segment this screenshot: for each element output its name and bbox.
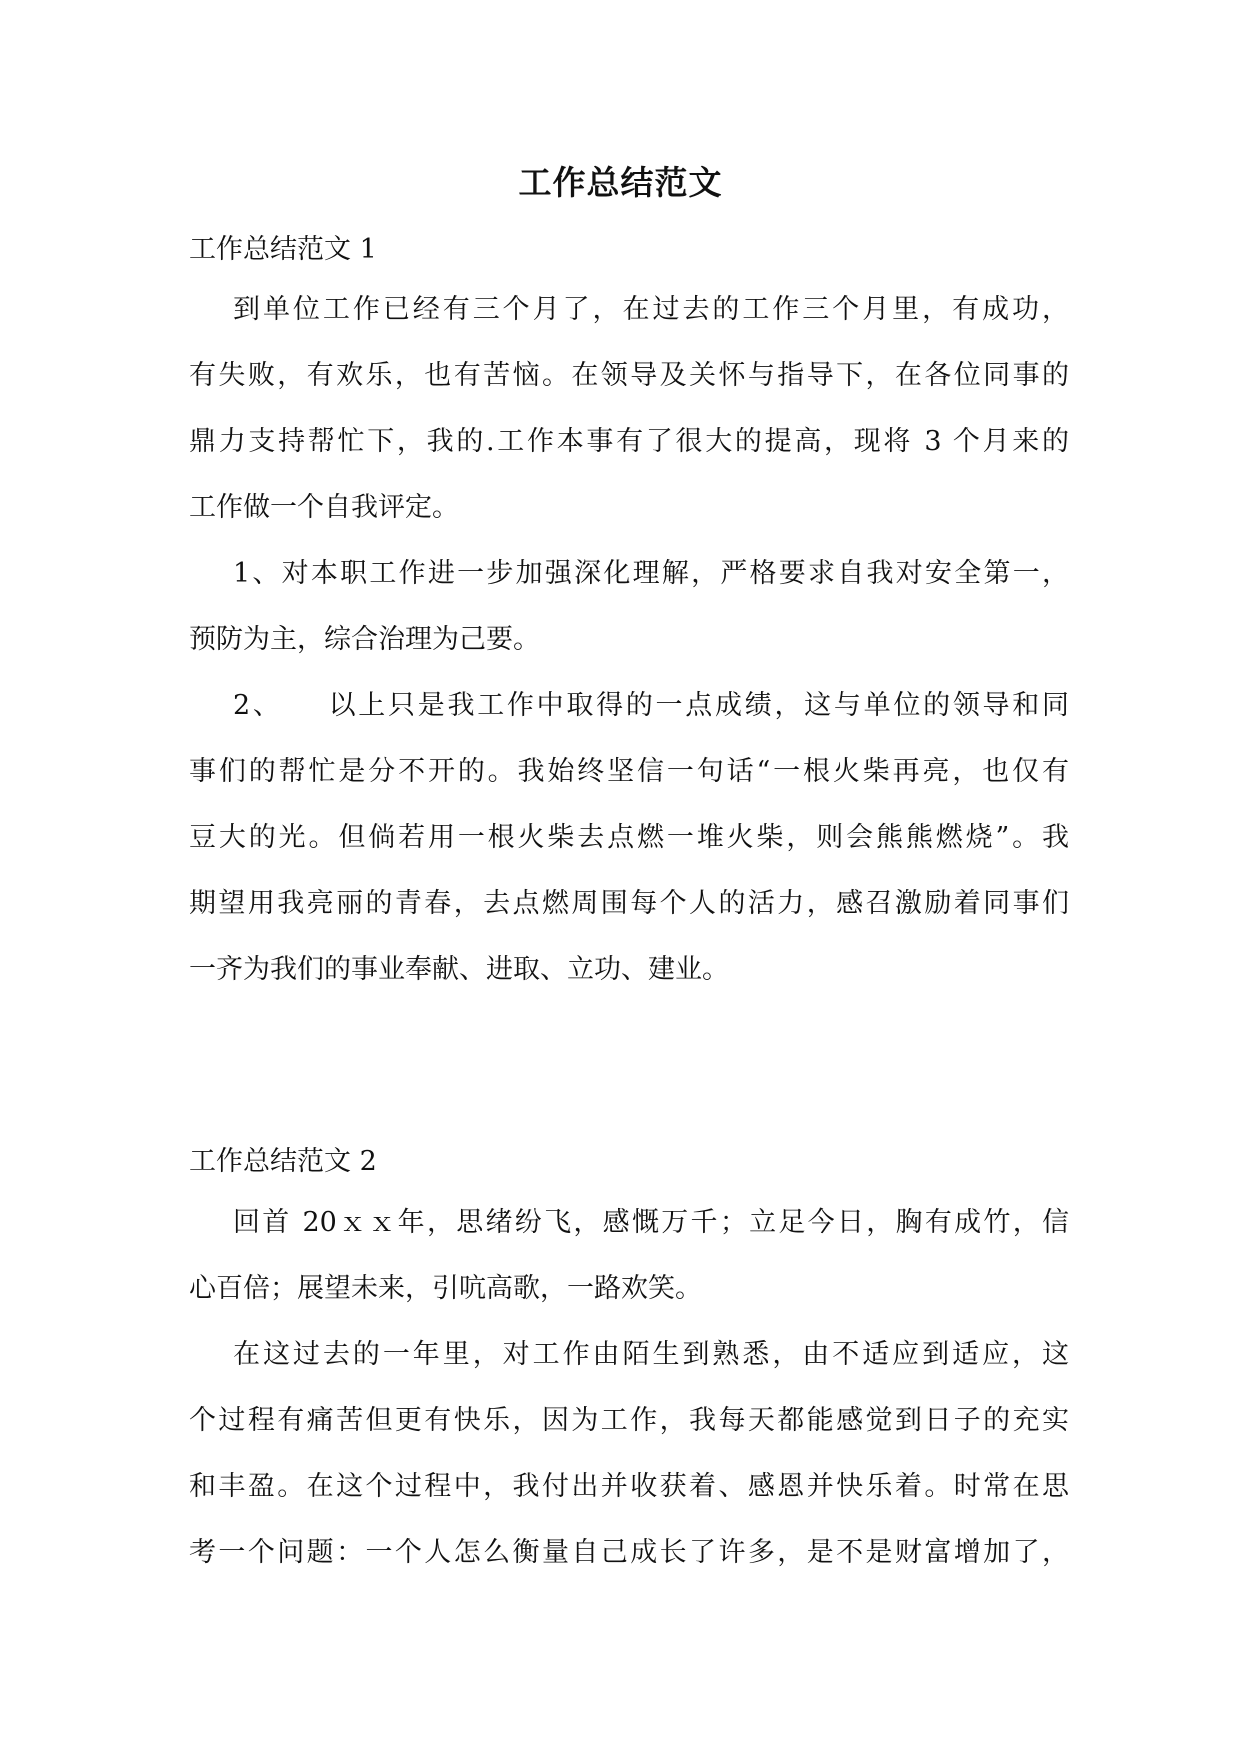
paragraph-line: 期望用我亮丽的青春，去点燃周围每个人的活力，感召激励着同事们 bbox=[189, 888, 1069, 919]
paragraph-line: 回首 20ｘｘ年，思绪纷飞，感慨万千；立足今日，胸有成竹，信 bbox=[233, 1207, 1069, 1238]
paragraph-line: 到单位工作已经有三个月了，在过去的工作三个月里，有成功， bbox=[233, 294, 1069, 325]
paragraph-line: 一齐为我们的事业奉献、进取、立功、建业。 bbox=[189, 954, 729, 985]
paragraph-line: 1、对本职工作进一步加强深化理解，严格要求自我对安全第一， bbox=[233, 558, 1069, 589]
paragraph-line: 心百倍；展望未来，引吭高歌，一路欢笑。 bbox=[189, 1273, 702, 1304]
section-heading-2: 工作总结范文 2 bbox=[189, 1146, 377, 1177]
paragraph-line: 个过程有痛苦但更有快乐，因为工作，我每天都能感觉到日子的充实 bbox=[189, 1405, 1069, 1436]
paragraph-line: 鼎力支持帮忙下，我的.工作本事有了很大的提高，现将 3 个月来的 bbox=[189, 426, 1069, 457]
section-heading-1: 工作总结范文 1 bbox=[189, 234, 377, 265]
paragraph-line: 在这过去的一年里，对工作由陌生到熟悉，由不适应到适应，这 bbox=[233, 1339, 1069, 1370]
paragraph-line: 豆大的光。但倘若用一根火柴去点燃一堆火柴，则会熊熊燃烧”。我 bbox=[189, 822, 1069, 853]
document-title: 工作总结范文 bbox=[518, 163, 723, 202]
paragraph-line: 2、 以上只是我工作中取得的一点成绩，这与单位的领导和同 bbox=[233, 690, 1069, 721]
paragraph-line: 工作做一个自我评定。 bbox=[189, 492, 459, 523]
paragraph-line: 有失败，有欢乐，也有苦恼。在领导及关怀与指导下，在各位同事的 bbox=[189, 360, 1069, 391]
paragraph-line: 事们的帮忙是分不开的。我始终坚信一句话“一根火柴再亮，也仅有 bbox=[189, 756, 1069, 787]
paragraph-line: 考一个问题：一个人怎么衡量自己成长了许多，是不是财富增加了， bbox=[189, 1537, 1069, 1568]
paragraph-line: 预防为主，综合治理为己要。 bbox=[189, 624, 540, 655]
paragraph-line: 和丰盈。在这个过程中，我付出并收获着、感恩并快乐着。时常在思 bbox=[189, 1471, 1069, 1502]
